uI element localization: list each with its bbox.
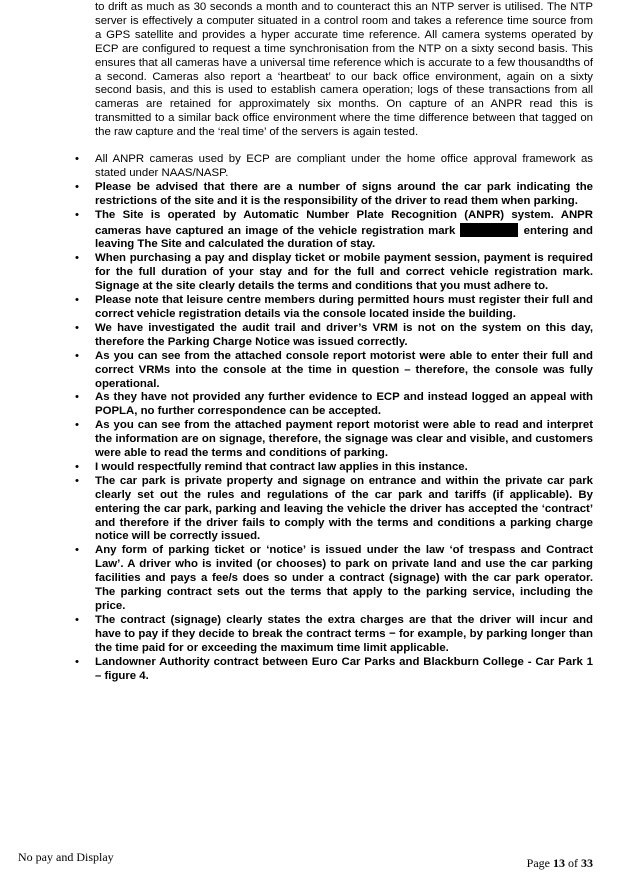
list-item [75, 208, 594, 253]
bullet-icon: • [75, 613, 79, 626]
list-item-text: Please note that leisure centre members during permitted hours must register their full and correct vehicle registration details via the console located inside the building. [95, 294, 593, 320]
footer-page-number [527, 856, 593, 871]
list-item [75, 391, 593, 419]
bullet-icon: • [75, 153, 79, 165]
bullet-icon: • [75, 180, 79, 193]
list-item [75, 321, 593, 350]
intro-paragraph: to drift as much as 30 seconds a month and to counteract this an NTP server is utilised. The NTP server is effectively a computer situated in a control room and takes a reference time source from a GPS satellite and provides a hyper accurate time reference. All camera systems operated by ECP are configured to request a time synchronisation from the NTP on a sixty second basis. This ensures that all cameras have a universal time reference which is accurate to a few thousandths of a second. Cameras also report a ‘heartbeat’ to our back office environment, again on a sixty second basis, and this is used to establish camera operation; logs of these transactions from all cameras are retained for approximately six months. On capture of an ANPR read this is transmitted to a similar back office environment where the time difference between that tagged on the raw capture and the ‘real time’ of the servers is again tested. [95, 1, 593, 139]
bullet-icon: • [75, 294, 79, 307]
bullet-icon: • [75, 321, 79, 334]
list-item-text: We have investigated the audit trail and driver’s VRM is not on the system on this day, therefore the Parking Charge Notice was issued correctly. [95, 321, 593, 348]
page-of-label: of [568, 856, 578, 870]
list-item [75, 613, 593, 656]
bullet-icon: • [75, 419, 79, 432]
list-item [75, 180, 593, 209]
bullet-list [75, 153, 594, 683]
bullet-icon: • [75, 208, 79, 221]
list-item [75, 349, 593, 392]
list-item-text: The Site is operated by Automatic Number Plate Recognition (ANPR) system. ANPR cameras have captured an image of the vehicle registration mark [95, 208, 593, 237]
bullet-icon: • [75, 349, 79, 362]
page-current: 13 [553, 856, 565, 870]
list-item-text: As they have not provided any further evidence to ECP and instead logged an appeal with POPLA, no further correspondence can be accepted. [95, 391, 593, 418]
page-total: 33 [581, 856, 593, 870]
bullet-icon: • [75, 252, 79, 265]
list-item-text: When purchasing a pay and display ticket or mobile payment session, payment is required for the full duration of your stay and for the full and correct vehicle registration mark. Signage at the site clearly details the terms and conditions that you must adhere to. [95, 252, 593, 293]
list-item-text: Please be advised that there are a number of signs around the car park indicating the restrictions of the site and it is the responsibility of the driver to read them when parking. [95, 180, 593, 207]
list-item-text: As you can see from the attached console report motorist were able to enter their full and correct VRMs into the console at the time in question – therefore, the console was fully operational. [95, 349, 593, 390]
page-label: Page [526, 856, 550, 870]
bullet-icon: • [75, 544, 79, 557]
list-item [75, 474, 593, 545]
bullet-icon: • [75, 460, 79, 473]
redaction-block [460, 223, 518, 237]
bullet-icon: • [75, 655, 79, 668]
list-item [75, 419, 593, 461]
bullet-icon: • [75, 474, 79, 487]
list-item-text: The car park is private property and signage on entrance and within the private car park clearly set out the rules and regulations of the car park and tariffs (if applicable). By entering the car park, parking and leaving the vehicle the driver has accepted the ‘contract’ and therefore if the driver fails to comply with the terms and conditions a parking charge notice will be correctly issued. [95, 474, 593, 543]
list-item [75, 544, 593, 614]
list-item-text: Any form of parking ticket or ‘notice’ is issued under the law ‘of trespass and Contract Law’. A driver who is invited (or chooses) to park on private land and use the car parking facilities and pays a fee/s does so under a contract (signage) with the car park operator. The parking contract sets out the terms that apply to the parking service, including the price. [95, 544, 593, 612]
footer-document-title: No pay and Display [18, 850, 114, 864]
list-item [75, 294, 593, 322]
list-item-text: I would respectfully remind that contract law applies in this instance. [95, 460, 468, 473]
list-item-text: The contract (signage) clearly states the extra charges are that the driver will incur and have to pay if they decide to break the contract terms − for example, by parking longer than the time paid for or exceeding the maximum time limit applicable. [95, 613, 593, 654]
list-item-text: All ANPR cameras used by ECP are compliant under the home office approval framework as stated under NAAS/NASP. [95, 153, 593, 179]
list-item-text: Landowner Authority contract between Euro Car Parks and Blackburn College - Car Park 1 – figure 4. [95, 655, 593, 682]
list-item-text: As you can see from the attached payment report motorist were able to read and interpret the information are on signage, therefore, the signage was clear and visible, and customers were able to read the terms and conditions of parking. [95, 419, 593, 460]
list-item [75, 252, 593, 294]
bullet-icon: • [75, 391, 79, 404]
list-item [75, 655, 593, 684]
list-item [75, 460, 593, 475]
list-item [75, 153, 593, 181]
list-item-text: entering and leaving The Site and calculated the duration of stay. [95, 224, 594, 251]
